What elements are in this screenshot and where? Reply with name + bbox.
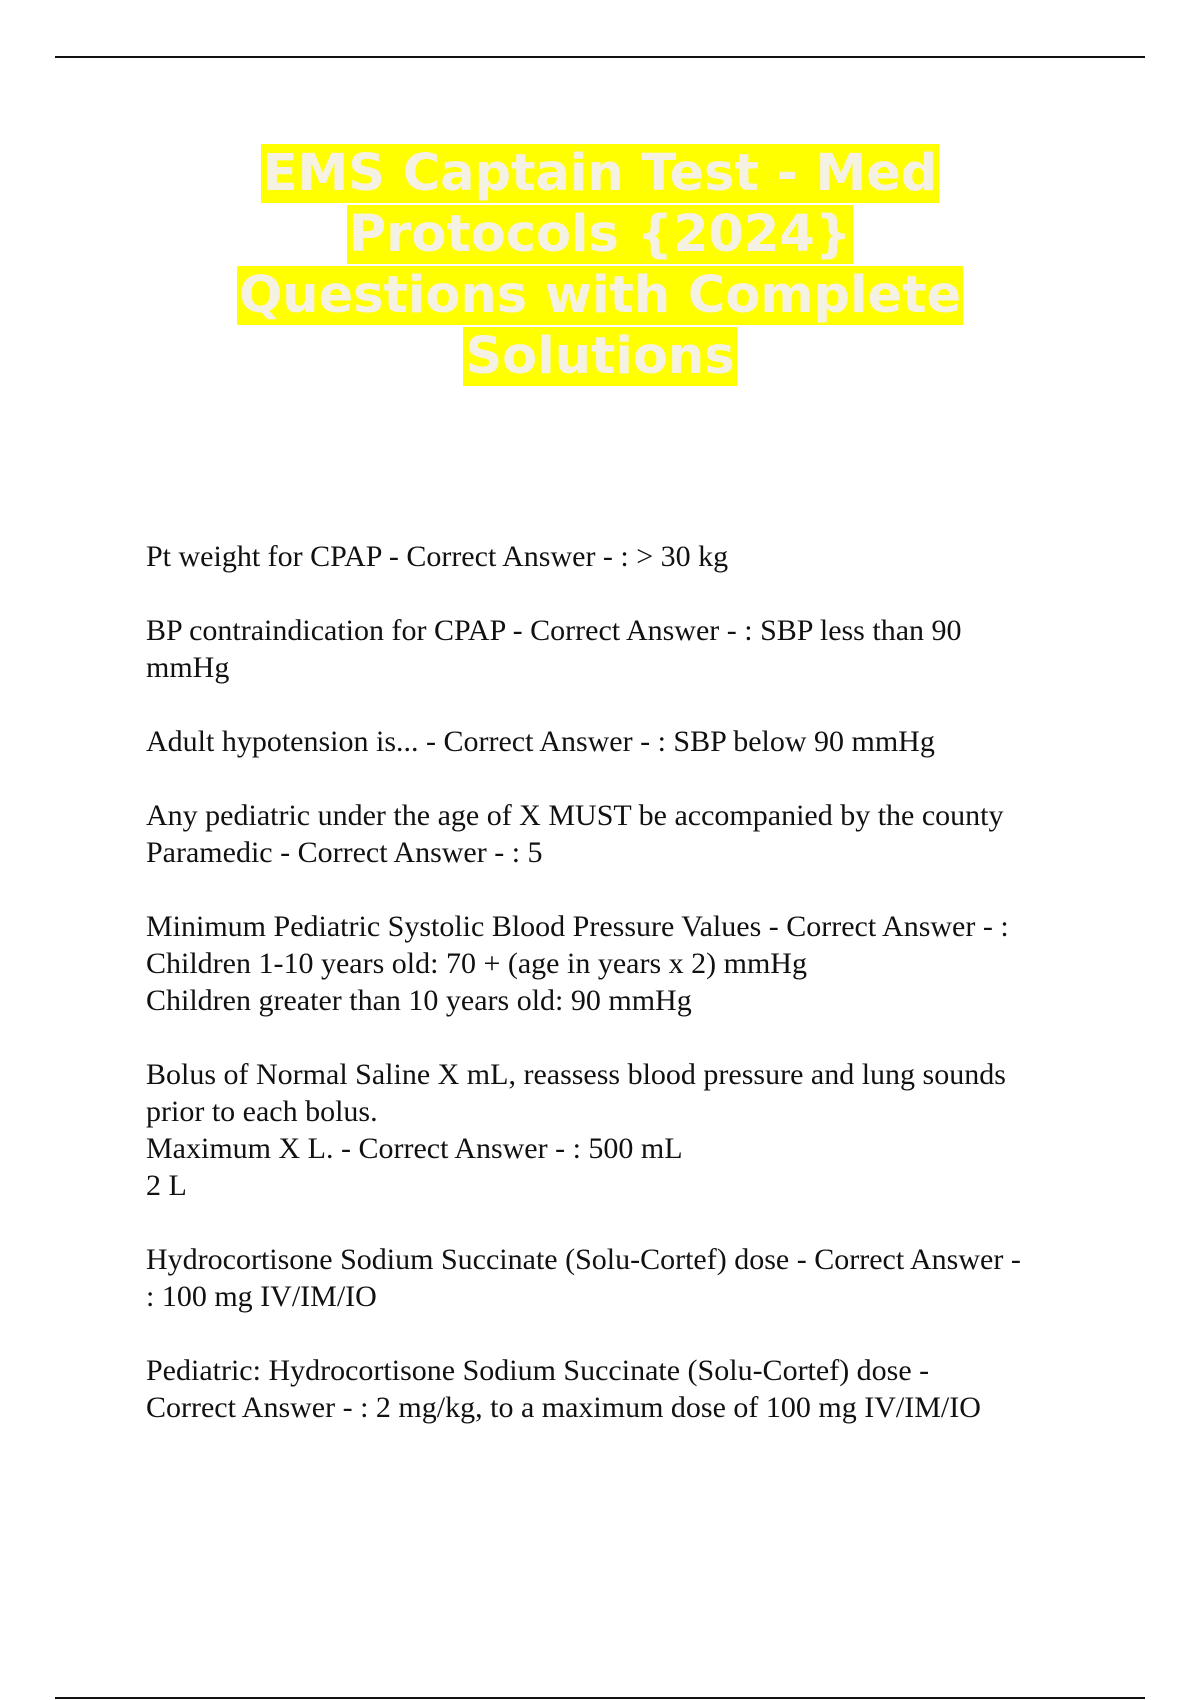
qa-text-line: : 100 mg IV/IM/IO (146, 1280, 377, 1313)
title-line: EMS Captain Test - Med (262, 144, 938, 203)
qa-item (146, 1056, 1106, 1204)
qa-text-line: mmHg (146, 651, 230, 684)
qa-item (146, 908, 1106, 1019)
qa-text-line: prior to each bolus. (146, 1095, 378, 1128)
qa-text-line: Children greater than 10 years old: 90 mmHg (146, 984, 692, 1017)
qa-item (146, 797, 1106, 871)
qa-text-line: Minimum Pediatric Systolic Blood Pressure Values - Correct Answer - : (146, 910, 1009, 943)
document-title (150, 143, 1050, 387)
qa-text-line: Children 1-10 years old: 70 + (age in years x 2) mmHg (146, 947, 807, 980)
qa-text-line: Pediatric: Hydrocortisone Sodium Succinate (Solu-Cortef) dose - (146, 1354, 930, 1387)
qa-text-line: Bolus of Normal Saline X mL, reassess blood pressure and lung sounds (146, 1058, 1006, 1091)
qa-text-line: Paramedic - Correct Answer - : 5 (146, 836, 543, 869)
question-answer-list (146, 538, 1106, 1463)
title-line: Protocols {2024} (348, 205, 852, 264)
qa-text-line: 2 L (146, 1169, 187, 1202)
qa-item (146, 538, 1106, 575)
qa-item (146, 1241, 1106, 1315)
bottom-divider (55, 1697, 1145, 1699)
qa-text-line: Hydrocortisone Sodium Succinate (Solu-Cortef) dose - Correct Answer - (146, 1243, 1021, 1276)
qa-item (146, 1352, 1106, 1426)
qa-text-line: Maximum X L. - Correct Answer - : 500 mL (146, 1132, 683, 1165)
title-line: Questions with Complete (238, 266, 962, 325)
qa-item (146, 612, 1106, 686)
qa-text-line: Pt weight for CPAP - Correct Answer - : > 30 kg (146, 540, 729, 573)
qa-text-line: BP contraindication for CPAP - Correct Answer - : SBP less than 90 (146, 614, 962, 647)
qa-text-line: Adult hypotension is... - Correct Answer - : SBP below 90 mmHg (146, 725, 935, 758)
title-line: Solutions (465, 327, 735, 386)
top-divider (55, 56, 1145, 58)
qa-item (146, 723, 1106, 760)
qa-text-line: Correct Answer - : 2 mg/kg, to a maximum dose of 100 mg IV/IM/IO (146, 1391, 981, 1424)
qa-text-line: Any pediatric under the age of X MUST be accompanied by the county (146, 799, 1004, 832)
